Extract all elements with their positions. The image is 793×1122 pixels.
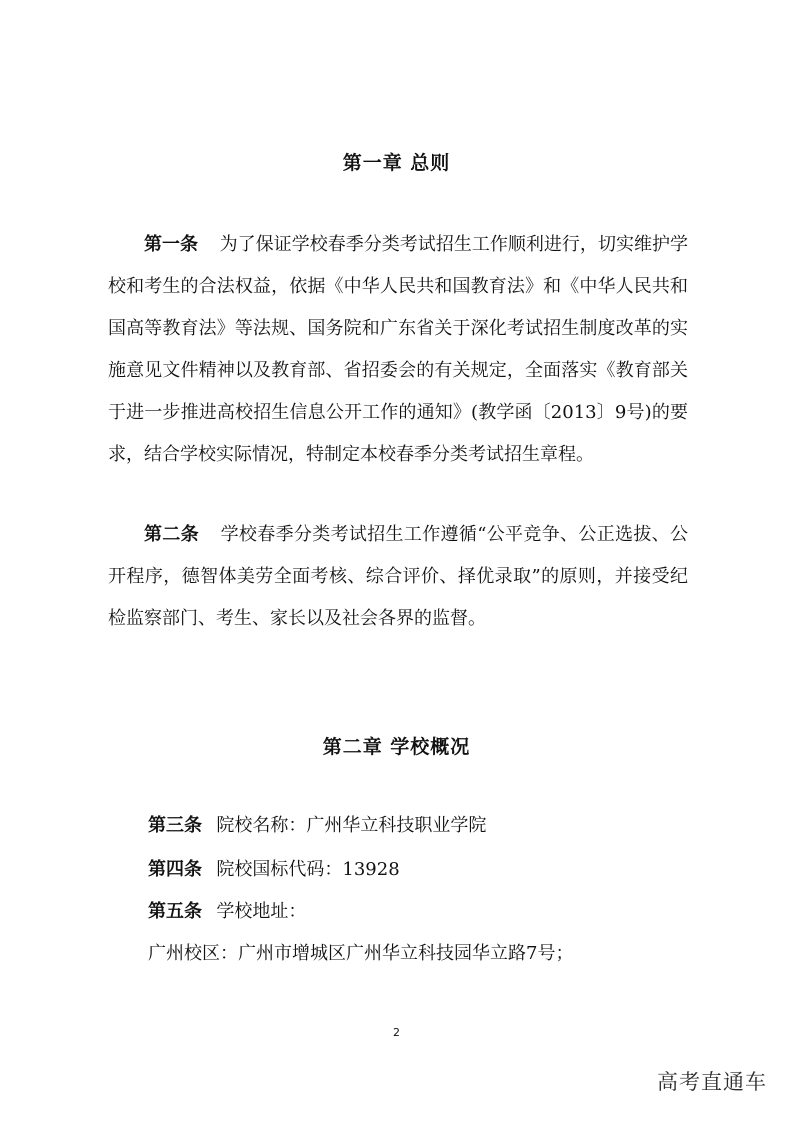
article-5: [148, 894, 306, 930]
article-3-label: 第三条: [148, 815, 202, 836]
article-1: [108, 224, 688, 476]
watermark: 高考直通车: [657, 1070, 767, 1094]
chapter-1-title: 第一章 总则: [342, 152, 451, 174]
article-5-label: 第五条: [148, 901, 202, 922]
article-3-text: 院校名称：广州华立科技职业学院: [216, 815, 487, 836]
campus-address: 广州校区：广州市增城区广州华立科技园华立路7号；: [148, 943, 574, 964]
article-4-label: 第四条: [148, 859, 202, 880]
article-2-label: 第二条: [144, 524, 199, 545]
article-4-text: 院校国标代码：13928: [216, 859, 400, 880]
article-2: [108, 514, 688, 640]
article-4: [148, 852, 400, 888]
page-number: 2: [393, 1026, 400, 1039]
article-3: [148, 808, 486, 844]
article-5-text: 学校地址：: [216, 901, 307, 922]
article-1-text: 为了保证学校春季分类考试招生工作顺利进行，切实维护学校和考生的合法权益，依据《中华人民共和国教育法》和《中华人民共和国高等教育法》等法规、国务院和广东省关于深化考试招生制度改革的实施意见文件精神以及教育部、省招委会的有关规定，全面落实《教育部关于进一步推进高校招生信息公开工作的通知》(教学函〔2013〕9号)的要求，结合学校实际情况，特制定本校春季分类考试招生章程。: [108, 234, 689, 465]
article-2-text: 学校春季分类考试招生工作遵循“公平竞争、公正选拔、公开程序，德智体美劳全面考核、综合评价、择优录取”的原则，并接受纪检监察部门、考生、家长以及社会各界的监督。: [108, 524, 689, 629]
article-1-label: 第一条: [144, 234, 199, 255]
chapter-2-title: 第二章 学校概况: [322, 736, 471, 758]
